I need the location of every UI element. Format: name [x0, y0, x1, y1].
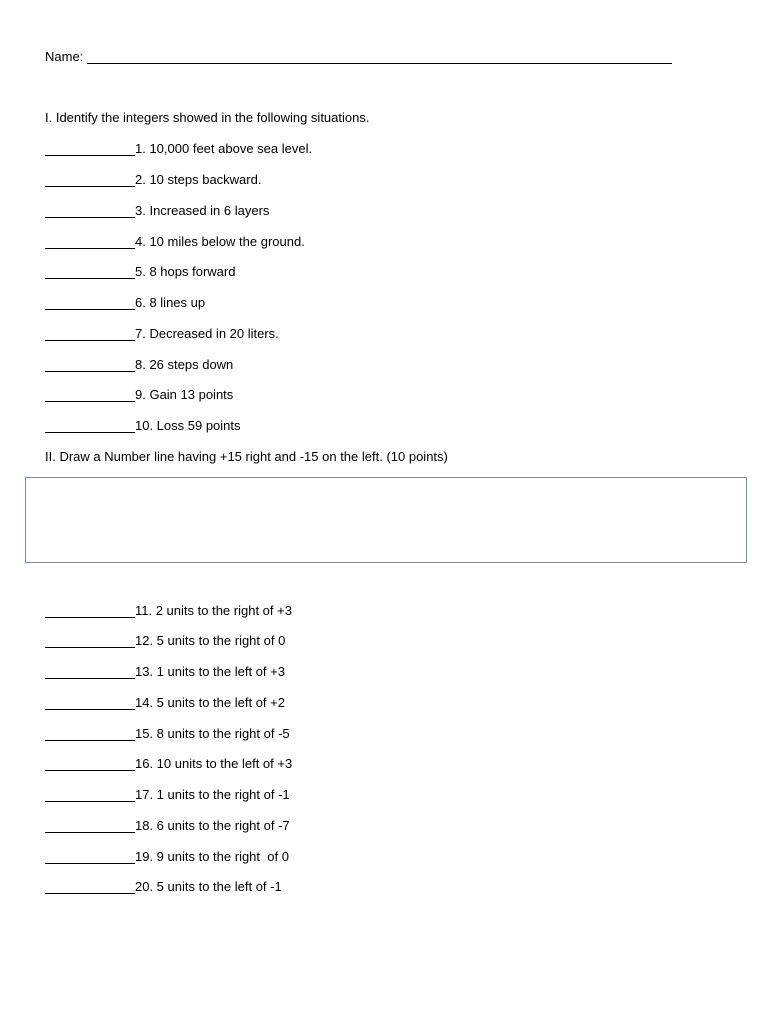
question-text: 1. 10,000 feet above sea level.: [135, 141, 313, 156]
answer-blank[interactable]: [45, 635, 135, 648]
question-text: 10. Loss 59 points: [135, 418, 241, 433]
answer-blank[interactable]: [45, 359, 135, 372]
section2-heading: II. Draw a Number line having +15 right and -15 on the left. (10 points): [45, 449, 448, 464]
question-text: 18. 6 units to the right of -7: [135, 818, 290, 833]
list-item: [45, 234, 305, 249]
question-text: 12. 5 units to the right of 0: [135, 633, 286, 648]
question-text: 20. 5 units to the left of -1: [135, 879, 282, 894]
question-text: 4. 10 miles below the ground.: [135, 234, 305, 249]
list-item: [45, 756, 292, 771]
question-text: 14. 5 units to the left of +2: [135, 695, 285, 710]
question-text: 7. Decreased in 20 liters.: [135, 326, 279, 341]
question-text: 5. 8 hops forward: [135, 264, 236, 279]
question-text: 13. 1 units to the left of +3: [135, 664, 285, 679]
answer-blank[interactable]: [45, 789, 135, 802]
answer-blank[interactable]: [45, 820, 135, 833]
answer-blank[interactable]: [45, 420, 135, 433]
answer-blank[interactable]: [45, 205, 135, 218]
question-text: 2. 10 steps backward.: [135, 172, 262, 187]
section1-heading: I. Identify the integers showed in the following situations.: [45, 110, 370, 125]
list-item: [45, 295, 205, 310]
question-text: 8. 26 steps down: [135, 357, 234, 372]
question-text: 9. Gain 13 points: [135, 387, 234, 402]
question-text: 19. 9 units to the right of 0: [135, 849, 289, 864]
answer-blank[interactable]: [45, 328, 135, 341]
list-item: [45, 849, 289, 864]
list-item: [45, 879, 282, 894]
list-item: [45, 726, 290, 741]
answer-blank[interactable]: [45, 728, 135, 741]
list-item: [45, 664, 285, 679]
number-line-drawing-area[interactable]: [25, 477, 747, 563]
answer-blank[interactable]: [45, 697, 135, 710]
list-item: [45, 695, 285, 710]
name-row: [45, 49, 672, 64]
list-item: [45, 357, 233, 372]
list-item: [45, 141, 312, 156]
answer-blank[interactable]: [45, 851, 135, 864]
question-text: 3. Increased in 6 layers: [135, 203, 270, 218]
name-field[interactable]: [87, 49, 672, 64]
list-item: [45, 633, 285, 648]
answer-blank[interactable]: [45, 389, 135, 402]
question-text: 17. 1 units to the right of -1: [135, 787, 290, 802]
name-label: Name:: [45, 49, 84, 64]
question-text: 6. 8 lines up: [135, 295, 206, 310]
question-text: 16. 10 units to the left of +3: [135, 756, 293, 771]
answer-blank[interactable]: [45, 236, 135, 249]
list-item: [45, 818, 290, 833]
answer-blank[interactable]: [45, 174, 135, 187]
list-item: [45, 418, 241, 433]
list-item: [45, 203, 269, 218]
answer-blank[interactable]: [45, 758, 135, 771]
list-item: [45, 603, 292, 618]
answer-blank[interactable]: [45, 605, 135, 618]
answer-blank[interactable]: [45, 666, 135, 679]
list-item: [45, 387, 233, 402]
answer-blank[interactable]: [45, 881, 135, 894]
answer-blank[interactable]: [45, 143, 135, 156]
list-item: [45, 172, 261, 187]
list-item: [45, 787, 290, 802]
list-item: [45, 326, 279, 341]
answer-blank[interactable]: [45, 297, 135, 310]
answer-blank[interactable]: [45, 266, 135, 279]
list-item: [45, 264, 235, 279]
question-text: 11. 2 units to the right of +3: [135, 603, 292, 618]
question-text: 15. 8 units to the right of -5: [135, 726, 290, 741]
